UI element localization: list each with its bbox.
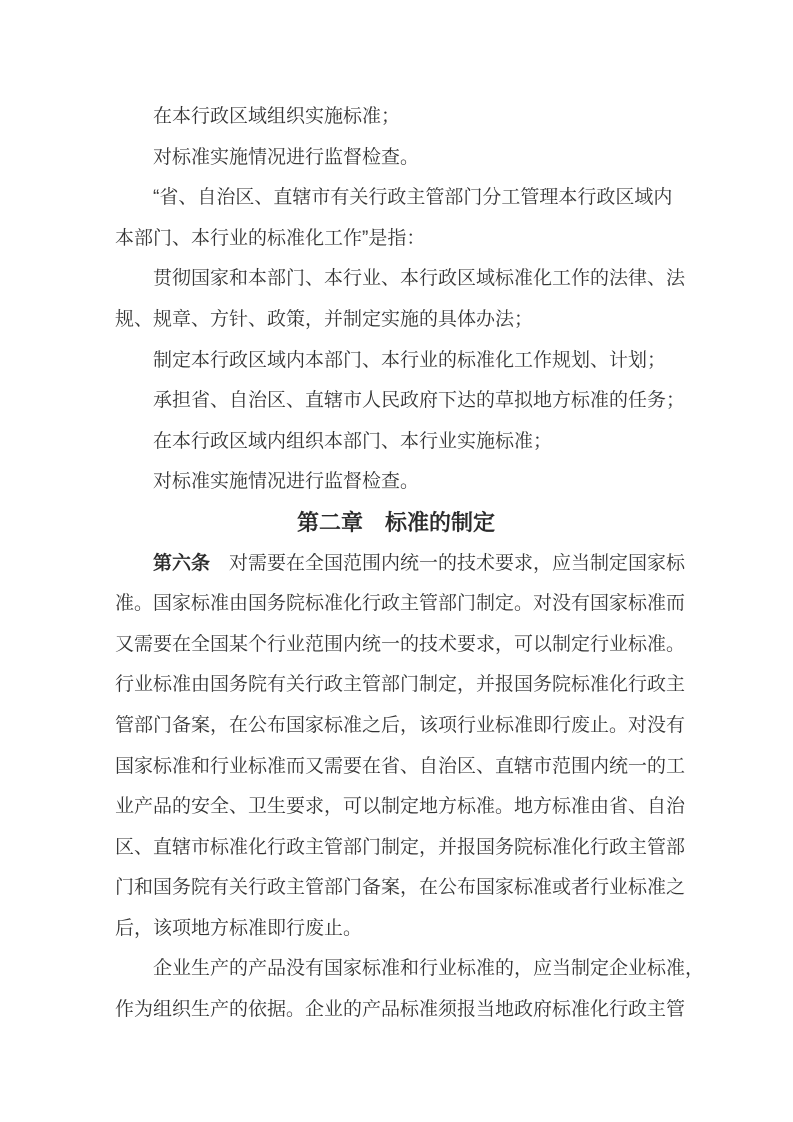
document-line: 对标准实施情况进行监督检查。 (153, 146, 420, 168)
document-line: 又需要在全国某个行业范围内统一的技术要求，可以制定行业标准。 (115, 633, 686, 655)
document-line: 贯彻国家和本部门、本行业、本行政区域标准化工作的法律、法 (153, 268, 686, 290)
document-line: 承担省、自治区、直辖市人民政府下达的草拟地方标准的任务； (153, 390, 686, 412)
document-line: 门和国务院有关行政主管部门备案，在公布国家标准或者行业标准之 (115, 877, 686, 899)
document-line: 规、规章、方针、政策，并制定实施的具体办法； (115, 308, 534, 330)
document-line: 在本行政区域组织实施标准； (153, 106, 401, 127)
document-body (115, 97, 705, 1031)
document-line: 第六条 对需要在全国范围内统一的技术要求，应当制定国家标 (153, 552, 686, 574)
document-line: 准。国家标准由国务院标准化行政主管部门制定。对没有国家标准而 (115, 593, 686, 615)
article-number-label: 第六条 (153, 552, 211, 574)
document-line: 行业标准由国务院有关行政主管部门制定，并报国务院标准化行政主 (115, 674, 686, 696)
chapter-heading: 第二章 标准的制定 (296, 509, 495, 535)
document-line: “省、自治区、直辖市有关行政主管部门分工管理本行政区域内 (153, 187, 673, 209)
document-line: 后，该项地方标准即行废止。 (115, 917, 363, 939)
document-line: 对标准实施情况进行监督检查。 (153, 471, 420, 493)
document-line: 管部门备案，在公布国家标准之后，该项行业标准即行废止。对没有 (115, 714, 686, 736)
document-line: 区、直辖市标准化行政主管部门制定，并报国务院标准化行政主管部 (115, 836, 686, 858)
document-line: 企业生产的产品没有国家标准和行业标准的，应当制定企业标准， (153, 958, 705, 980)
document-line: 本部门、本行业的标准化工作”是指： (115, 227, 426, 249)
document-line: 制定本行政区域内本部门、本行业的标准化工作规划、计划； (153, 349, 667, 371)
document-line: 国家标准和行业标准而又需要在省、自治区、直辖市范围内统一的工 (115, 755, 686, 777)
document-line: 作为组织生产的依据。企业的产品标准须报当地政府标准化行政主管 (115, 999, 686, 1021)
document-line: 业产品的安全、卫生要求，可以制定地方标准。地方标准由省、自治 (115, 796, 686, 818)
document-line: 在本行政区域内组织本部门、本行业实施标准； (153, 430, 553, 452)
